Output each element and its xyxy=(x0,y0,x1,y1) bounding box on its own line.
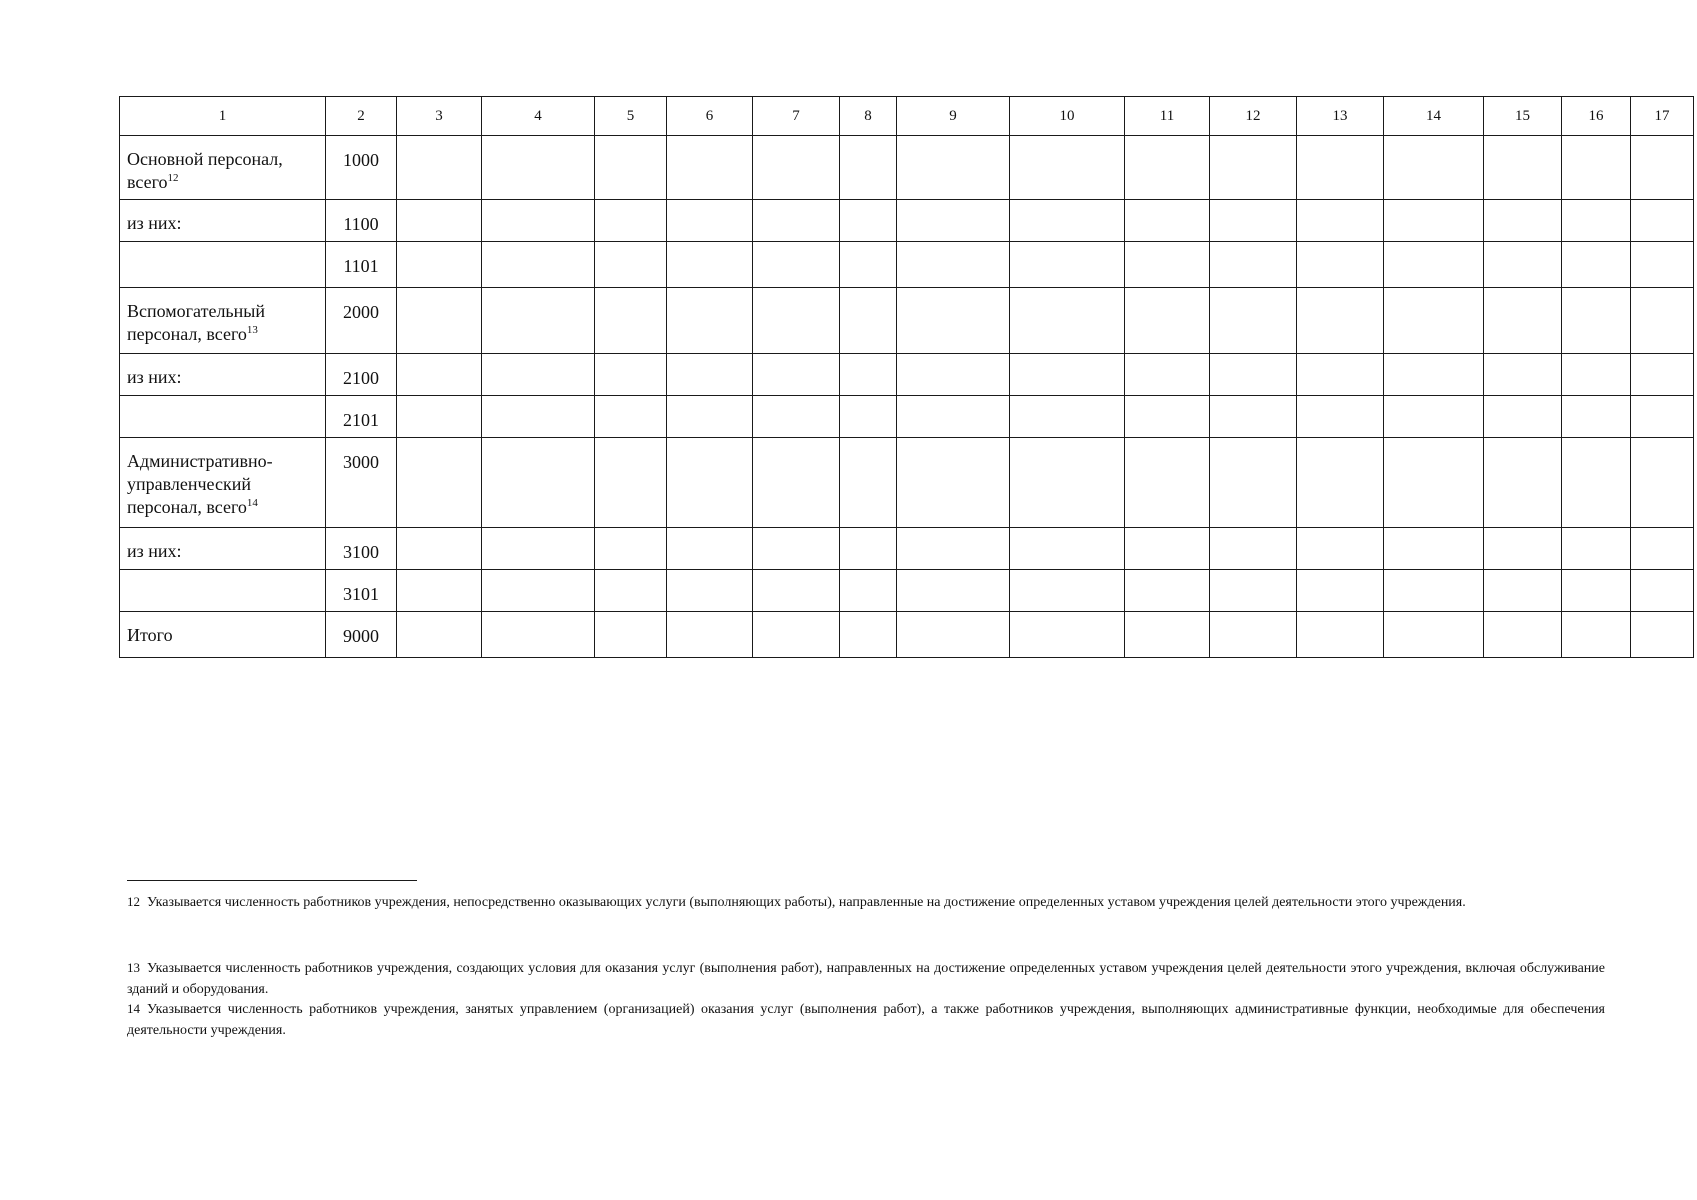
empty-data-cell xyxy=(753,136,840,200)
empty-data-cell xyxy=(897,528,1010,570)
row-label xyxy=(120,200,326,242)
empty-data-cell xyxy=(1631,354,1694,396)
empty-data-cell xyxy=(1631,136,1694,200)
table-row xyxy=(120,438,1694,528)
empty-data-cell xyxy=(1562,438,1631,528)
empty-data-cell xyxy=(1484,354,1562,396)
table-row xyxy=(120,528,1694,570)
empty-data-cell xyxy=(1010,288,1125,354)
row-code: 1000 xyxy=(326,136,397,200)
table-header-row xyxy=(120,97,1694,136)
footnote-ref: 13 xyxy=(246,324,258,336)
empty-data-cell xyxy=(1125,354,1210,396)
footnote-divider xyxy=(127,880,417,881)
empty-data-cell xyxy=(1631,612,1694,658)
row-label xyxy=(120,136,326,200)
empty-data-cell xyxy=(753,200,840,242)
table-row xyxy=(120,570,1694,612)
empty-data-cell xyxy=(1484,612,1562,658)
row-code: 1100 xyxy=(326,200,397,242)
empty-data-cell xyxy=(1631,200,1694,242)
empty-data-cell xyxy=(667,288,753,354)
footnote-13 xyxy=(127,957,1605,1000)
empty-data-cell xyxy=(1125,438,1210,528)
column-number-header: 16 xyxy=(1562,97,1631,136)
footnote-ref: 14 xyxy=(246,497,258,509)
table-row xyxy=(120,396,1694,438)
empty-data-cell xyxy=(897,438,1010,528)
empty-data-cell xyxy=(595,136,667,200)
empty-data-cell xyxy=(1297,612,1384,658)
empty-data-cell xyxy=(1484,200,1562,242)
column-number-header: 8 xyxy=(840,97,897,136)
column-number-header: 9 xyxy=(897,97,1010,136)
empty-data-cell xyxy=(1297,570,1384,612)
empty-data-cell xyxy=(482,136,595,200)
empty-data-cell xyxy=(397,528,482,570)
row-code: 2000 xyxy=(326,288,397,354)
column-number-header: 4 xyxy=(482,97,595,136)
empty-data-cell xyxy=(397,438,482,528)
footnote-ref: 12 xyxy=(167,172,179,184)
empty-data-cell xyxy=(1125,288,1210,354)
empty-data-cell xyxy=(753,396,840,438)
empty-data-cell xyxy=(595,242,667,288)
empty-data-cell xyxy=(1384,136,1484,200)
empty-data-cell xyxy=(667,200,753,242)
row-label xyxy=(120,570,326,612)
empty-data-cell xyxy=(753,354,840,396)
empty-data-cell xyxy=(840,612,897,658)
empty-data-cell xyxy=(397,200,482,242)
column-number-header: 11 xyxy=(1125,97,1210,136)
column-number-header: 15 xyxy=(1484,97,1562,136)
column-number-header: 1 xyxy=(120,97,326,136)
empty-data-cell xyxy=(595,288,667,354)
row-label xyxy=(120,438,326,528)
empty-data-cell xyxy=(1384,288,1484,354)
table-row xyxy=(120,200,1694,242)
footnote-number: 12 xyxy=(127,894,140,909)
column-number-header: 6 xyxy=(667,97,753,136)
empty-data-cell xyxy=(397,242,482,288)
row-label-text: Вспомогательный персонал, всего xyxy=(127,301,265,344)
empty-data-cell xyxy=(897,200,1010,242)
empty-data-cell xyxy=(1210,396,1297,438)
empty-data-cell xyxy=(667,242,753,288)
footnote-12 xyxy=(127,891,1605,913)
empty-data-cell xyxy=(397,288,482,354)
row-code: 9000 xyxy=(326,612,397,658)
empty-data-cell xyxy=(397,570,482,612)
row-code: 3101 xyxy=(326,570,397,612)
empty-data-cell xyxy=(897,612,1010,658)
empty-data-cell xyxy=(1384,528,1484,570)
empty-data-cell xyxy=(1384,200,1484,242)
table-row xyxy=(120,354,1694,396)
empty-data-cell xyxy=(397,136,482,200)
empty-data-cell xyxy=(1010,136,1125,200)
empty-data-cell xyxy=(753,612,840,658)
row-label xyxy=(120,242,326,288)
empty-data-cell xyxy=(1631,242,1694,288)
empty-data-cell xyxy=(897,288,1010,354)
empty-data-cell xyxy=(667,528,753,570)
empty-data-cell xyxy=(595,570,667,612)
column-number-header: 2 xyxy=(326,97,397,136)
table-row xyxy=(120,612,1694,658)
empty-data-cell xyxy=(840,354,897,396)
empty-data-cell xyxy=(1210,200,1297,242)
empty-data-cell xyxy=(595,354,667,396)
empty-data-cell xyxy=(1484,438,1562,528)
row-label-text: из них: xyxy=(127,213,182,233)
empty-data-cell xyxy=(595,438,667,528)
empty-data-cell xyxy=(1562,570,1631,612)
empty-data-cell xyxy=(1631,570,1694,612)
empty-data-cell xyxy=(1297,136,1384,200)
table-row xyxy=(120,242,1694,288)
empty-data-cell xyxy=(1562,288,1631,354)
footnote-text: Указывается численность работников учреждения, создающих условия для оказания услуг (выполнения работ), направленных на достижение определенных уставом учреждения целей деятельности этого учреждения, включая обслуживание зданий и оборудования. xyxy=(127,961,1605,997)
empty-data-cell xyxy=(1010,242,1125,288)
empty-data-cell xyxy=(482,570,595,612)
empty-data-cell xyxy=(595,612,667,658)
empty-data-cell xyxy=(753,438,840,528)
empty-data-cell xyxy=(1562,354,1631,396)
row-code: 1101 xyxy=(326,242,397,288)
empty-data-cell xyxy=(1125,528,1210,570)
empty-data-cell xyxy=(1384,242,1484,288)
column-number-header: 14 xyxy=(1384,97,1484,136)
empty-data-cell xyxy=(1210,528,1297,570)
table-row xyxy=(120,288,1694,354)
column-number-header: 5 xyxy=(595,97,667,136)
empty-data-cell xyxy=(397,612,482,658)
column-number-header: 13 xyxy=(1297,97,1384,136)
empty-data-cell xyxy=(1297,242,1384,288)
row-label-text: из них: xyxy=(127,367,182,387)
column-number-header: 3 xyxy=(397,97,482,136)
empty-data-cell xyxy=(840,242,897,288)
empty-data-cell xyxy=(667,136,753,200)
empty-data-cell xyxy=(482,528,595,570)
empty-data-cell xyxy=(753,528,840,570)
empty-data-cell xyxy=(667,612,753,658)
empty-data-cell xyxy=(595,528,667,570)
empty-data-cell xyxy=(482,288,595,354)
empty-data-cell xyxy=(1297,528,1384,570)
empty-data-cell xyxy=(1631,528,1694,570)
empty-data-cell xyxy=(840,396,897,438)
empty-data-cell xyxy=(1631,288,1694,354)
empty-data-cell xyxy=(1125,612,1210,658)
empty-data-cell xyxy=(1297,438,1384,528)
empty-data-cell xyxy=(1384,612,1484,658)
empty-data-cell xyxy=(1484,528,1562,570)
empty-data-cell xyxy=(1297,200,1384,242)
empty-data-cell xyxy=(1010,612,1125,658)
empty-data-cell xyxy=(1010,570,1125,612)
empty-data-cell xyxy=(897,136,1010,200)
empty-data-cell xyxy=(667,438,753,528)
empty-data-cell xyxy=(595,200,667,242)
empty-data-cell xyxy=(753,242,840,288)
empty-data-cell xyxy=(1125,396,1210,438)
row-code: 2101 xyxy=(326,396,397,438)
empty-data-cell xyxy=(840,570,897,612)
empty-data-cell xyxy=(840,136,897,200)
empty-data-cell xyxy=(1010,354,1125,396)
empty-data-cell xyxy=(1562,396,1631,438)
staffing-table xyxy=(119,96,1694,658)
empty-data-cell xyxy=(482,612,595,658)
empty-data-cell xyxy=(1010,528,1125,570)
empty-data-cell xyxy=(840,200,897,242)
empty-data-cell xyxy=(1484,570,1562,612)
empty-data-cell xyxy=(1384,438,1484,528)
empty-data-cell xyxy=(753,288,840,354)
empty-data-cell xyxy=(897,242,1010,288)
empty-data-cell xyxy=(1384,570,1484,612)
row-label xyxy=(120,288,326,354)
empty-data-cell xyxy=(1010,396,1125,438)
empty-data-cell xyxy=(667,570,753,612)
row-code: 3100 xyxy=(326,528,397,570)
empty-data-cell xyxy=(840,438,897,528)
row-label xyxy=(120,396,326,438)
empty-data-cell xyxy=(1125,200,1210,242)
empty-data-cell xyxy=(897,396,1010,438)
empty-data-cell xyxy=(482,200,595,242)
empty-data-cell xyxy=(1562,200,1631,242)
row-label-text: Административно-управленческий персонал, всего xyxy=(127,451,273,517)
empty-data-cell xyxy=(1297,354,1384,396)
empty-data-cell xyxy=(897,354,1010,396)
empty-data-cell xyxy=(1297,396,1384,438)
empty-data-cell xyxy=(1125,136,1210,200)
column-number-header: 7 xyxy=(753,97,840,136)
footnote-14 xyxy=(127,998,1605,1041)
footnote-text: Указывается численность работников учреждения, непосредственно оказывающих услуги (выполняющих работы), направленные на достижение определенных уставом учреждения целей деятельности этого учреждения. xyxy=(147,895,1466,910)
table-row xyxy=(120,136,1694,200)
empty-data-cell xyxy=(1210,288,1297,354)
empty-data-cell xyxy=(1562,528,1631,570)
empty-data-cell xyxy=(1125,570,1210,612)
empty-data-cell xyxy=(595,396,667,438)
empty-data-cell xyxy=(1562,136,1631,200)
empty-data-cell xyxy=(1484,288,1562,354)
row-label xyxy=(120,612,326,658)
empty-data-cell xyxy=(1562,242,1631,288)
empty-data-cell xyxy=(1562,612,1631,658)
row-label-text: Основной персонал, всего xyxy=(127,149,283,192)
empty-data-cell xyxy=(667,354,753,396)
empty-data-cell xyxy=(397,396,482,438)
empty-data-cell xyxy=(482,354,595,396)
empty-data-cell xyxy=(1210,354,1297,396)
footnote-number: 13 xyxy=(127,960,140,975)
empty-data-cell xyxy=(1010,438,1125,528)
empty-data-cell xyxy=(667,396,753,438)
empty-data-cell xyxy=(1484,396,1562,438)
row-label-text: из них: xyxy=(127,541,182,561)
column-number-header: 17 xyxy=(1631,97,1694,136)
empty-data-cell xyxy=(1210,438,1297,528)
column-number-header: 10 xyxy=(1010,97,1125,136)
empty-data-cell xyxy=(1631,438,1694,528)
empty-data-cell xyxy=(482,438,595,528)
empty-data-cell xyxy=(482,242,595,288)
column-number-header: 12 xyxy=(1210,97,1297,136)
row-code: 2100 xyxy=(326,354,397,396)
footnote-text: Указывается численность работников учреждения, занятых управлением (организацией) оказания услуг (выполнения работ), а также работников учреждения, выполняющих административные функции, необходимые для обеспечения деятельности учреждения. xyxy=(127,1002,1605,1038)
empty-data-cell xyxy=(397,354,482,396)
empty-data-cell xyxy=(1010,200,1125,242)
empty-data-cell xyxy=(1210,242,1297,288)
empty-data-cell xyxy=(753,570,840,612)
footnote-number: 14 xyxy=(127,1001,140,1016)
empty-data-cell xyxy=(1384,396,1484,438)
empty-data-cell xyxy=(1631,396,1694,438)
empty-data-cell xyxy=(897,570,1010,612)
empty-data-cell xyxy=(1484,242,1562,288)
empty-data-cell xyxy=(1384,354,1484,396)
empty-data-cell xyxy=(840,528,897,570)
row-label xyxy=(120,528,326,570)
empty-data-cell xyxy=(1484,136,1562,200)
empty-data-cell xyxy=(1210,612,1297,658)
row-label-text: Итого xyxy=(127,625,173,645)
empty-data-cell xyxy=(840,288,897,354)
row-code: 3000 xyxy=(326,438,397,528)
empty-data-cell xyxy=(1297,288,1384,354)
empty-data-cell xyxy=(1210,136,1297,200)
row-label xyxy=(120,354,326,396)
empty-data-cell xyxy=(1210,570,1297,612)
empty-data-cell xyxy=(1125,242,1210,288)
empty-data-cell xyxy=(482,396,595,438)
